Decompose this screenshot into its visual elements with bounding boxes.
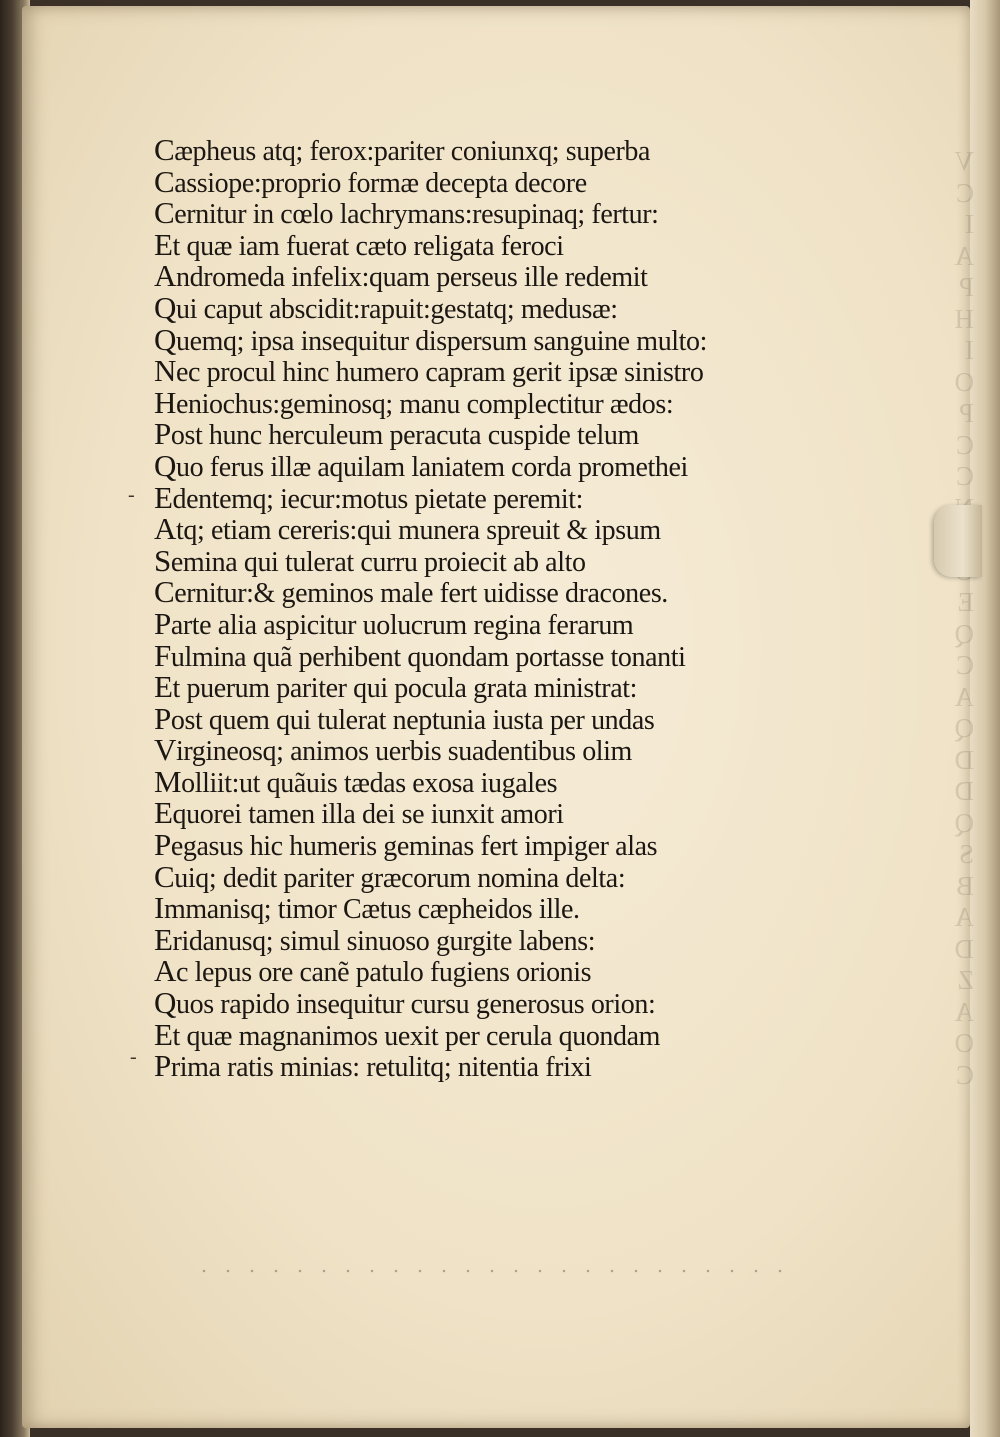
- verse-line: Heniochus:geminosq; manu complectitur ædos:: [154, 384, 674, 420]
- show-through-letter: A: [954, 681, 974, 712]
- verse-line: Eridanusq; simul sinuoso gurgite labens:: [154, 921, 596, 957]
- verse-line: Equorei tamen illa dei se iunxit amori: [154, 795, 564, 831]
- show-through-letter: Q: [954, 618, 974, 649]
- show-through-letter: C: [955, 1059, 974, 1090]
- verse-line: Edentemq; iecur:motus pietate peremit:: [154, 479, 584, 515]
- verse-line: Quos rapido insequitur cursu generosus orion:: [154, 985, 656, 1021]
- show-through-letter: S: [958, 839, 974, 869]
- verse-line: Molliit:ut quãuis tædas exosa iugales: [154, 763, 558, 799]
- page-tab: [934, 505, 982, 577]
- show-through-letter: A: [954, 902, 974, 932]
- verse-line: Atq; etiam cereris:qui munera spreuit & ipsum: [154, 511, 661, 547]
- verse-line: Post quem qui tulerat neptunia iusta per undas: [154, 700, 655, 736]
- page-fore-edge: [970, 0, 1000, 1437]
- verse-line: Et puerum pariter qui pocula grata ministrat:: [154, 669, 638, 705]
- verse-line: Quo ferus illæ aquilam laniatem corda promethei: [154, 447, 688, 483]
- verse-line: Immanisq; timor Cætus cæpheidos ille.: [154, 890, 580, 926]
- show-through-letter: Q: [954, 713, 974, 743]
- verse-line: Virgineosq; animos uerbis suadentibus olim: [154, 732, 632, 768]
- verse-line: Cernitur in cœlo lachrymans:resupinaq; fertur:: [154, 195, 659, 231]
- show-through-letter: H: [954, 303, 974, 334]
- margin-mark: -: [130, 1046, 137, 1068]
- show-through-letter: I: [965, 209, 974, 239]
- show-through-letter: O: [954, 366, 974, 397]
- show-through-text: [834, 146, 974, 1091]
- verse-line: Qui caput abscidit:rapuit:gestatq; medusæ:: [154, 289, 618, 325]
- verse-line: Prima ratis minias: retulitq; nitentia frixi: [154, 1048, 592, 1084]
- show-through-letter: C: [955, 429, 974, 460]
- verse-line: Semina qui tulerat curru proiecit ab alto: [154, 542, 586, 578]
- verse-line: Post hunc herculeum peracuta cuspide telum: [154, 416, 639, 452]
- show-through-letter: O: [954, 1028, 974, 1058]
- verse-line: Parte alia aspicitur uolucrum regina ferarum: [154, 605, 634, 641]
- show-through-letter: D: [954, 744, 974, 775]
- verse-line: Cassiope:proprio formæ decepta decore: [154, 163, 587, 199]
- verse-line: Et quæ iam fuerat cæto religata feroci: [154, 226, 564, 262]
- show-through-letter: I: [965, 335, 974, 365]
- verse-line: Fulmina quã perhibent quondam portasse tonanti: [154, 637, 686, 673]
- show-through-letter: P: [958, 272, 974, 302]
- show-through-letter: C: [955, 177, 974, 208]
- show-through-letter: P: [958, 398, 974, 428]
- verse-line: Cuiq; dedit pariter græcorum nomina delta:: [154, 858, 626, 894]
- verse-line: Nec procul hinc humero capram gerit ipsæ sinistro: [154, 353, 704, 389]
- margin-mark: -: [128, 484, 135, 506]
- verse-line: Et quæ magnanimos uexit per cerula quondam: [154, 1016, 661, 1052]
- verse-line: Quemq; ipsa insequitur dispersum sanguine multo:: [154, 321, 708, 357]
- show-through-letter: D: [954, 933, 974, 964]
- show-through-letter: E: [957, 587, 974, 617]
- verse-line: Andromeda infelix:quam perseus ille redemit: [154, 258, 648, 294]
- bottom-line-fragments: [192, 1268, 792, 1274]
- verse-line: Cæpheus atq; ferox:pariter coniunxq; superba: [154, 132, 651, 167]
- show-through-letter: D: [954, 776, 974, 806]
- show-through-letter: C: [955, 461, 974, 491]
- show-through-letter: Z: [957, 965, 974, 995]
- book-page: [22, 6, 974, 1428]
- show-through-letter: C: [955, 650, 974, 680]
- show-through-letter: A: [954, 240, 974, 271]
- show-through-letter: Q: [954, 807, 974, 838]
- show-through-letter: A: [954, 996, 974, 1027]
- verse-line: Ac lepus ore canẽ patulo fugiens orionis: [154, 953, 592, 989]
- show-through-letter: V: [954, 146, 974, 176]
- show-through-letter: B: [955, 870, 974, 901]
- verse-line: Cernitur:& geminos male fert uidisse dracones.: [154, 574, 668, 610]
- verse-text-block: [154, 134, 844, 1082]
- verse-line: Pegasus hic humeris geminas fert impiger alas: [154, 827, 658, 863]
